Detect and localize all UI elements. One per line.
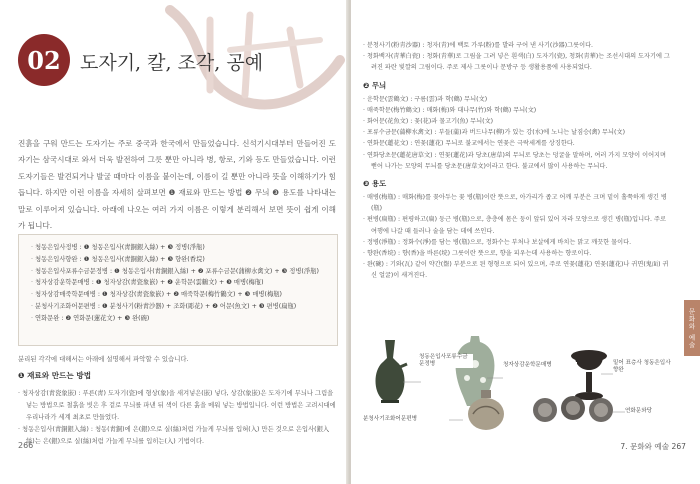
list-item: · 연화문(蓮花文) : 연꽃(蓮花) 무늬로 불교에서는 연꽃은 극락세계를 상징한다. xyxy=(363,138,673,149)
name-breakdown-box xyxy=(18,234,338,346)
box-note: 분리된 각각에 대해서는 아래에 설명해서 파악할 수 있습니다. xyxy=(18,355,189,363)
usage-list xyxy=(363,192,673,282)
box-item: · 청동은입사향완 : ❶ 청동은입사(靑銅銀入絲) + ❸ 향완(香垸) xyxy=(31,254,329,266)
lotus-roof-tiles-image xyxy=(533,396,613,422)
list-item: · 완(碗) : 기와(瓦) 같이 약간(盌) 부분으로 된 형형으로 되어 있으며, 주로 연꽃(蓮花) 연꽃(蓮花)나 귀면(鬼面) 귀신 얼굴)이 새겨진다. xyxy=(363,259,673,281)
list-item: · 연화당초문(蓮花唐草文) : 연꽃(蓮花)과 당초(唐草)의 무늬로 당초는 덩굴을 말하며, 여러 가지 모양이 이어지며 뻗어 나가는 모양의 무늬를 당초문(唐草文)이라고 한다. 불교에서 많이 사용하는 무늬다. xyxy=(363,150,673,172)
right-column xyxy=(363,40,673,282)
box-item: · 청동은입사정병 : ❶ 청동은입사(靑銅銀入絲) + ❸ 정병(淨甁) xyxy=(31,242,329,254)
caption-kundika: 청동은입사포류수금문정병 xyxy=(419,354,473,368)
pattern-list xyxy=(363,94,673,172)
incense-burner-image xyxy=(571,350,607,400)
caption-roof-tiles: 연화문와당 xyxy=(625,408,671,415)
box-item: · 청자상감매죽학문매병 : ❶ 청자상감(靑瓷象嵌) + ❷ 매죽학문(梅竹鶴文) + ❸ 매병(梅甁) xyxy=(31,289,329,301)
list-item: · 매죽학문(梅竹鶴文) : 매화(梅)와 대나무(竹)와 학(鶴) 무늬(文) xyxy=(363,105,673,116)
intro-paragraph: 진흙을 구워 만드는 도자기는 주로 중국과 한국에서 만들었습니다. 신석기시대부터 만들어진 도자기는 삼국시대로 와서 더욱 발전하여 그릇 뿐만 아니라 병, 항로, 기와 등도 만들었습니다. 이런 도자기들은 발견되거나 발굴 때마다 이름을 붙이는데, 이름이 길 뿐만 아니라 뜻을 이해하기가 힘듭니다. 하지만 이런 이름을 자세히 살펴보면 ❶ 재료와 만드는 방법 ❷ 무늬 ❸ 용도를 나타내는 말로 이루어져 있습니다. 아래에 나오는 여러 가지 이름은 이렇게 분리해서 보면 뜻이 쉽게 이해가 됩니다. xyxy=(18,139,336,231)
chapter-side-tab: 문화와 예술 xyxy=(684,300,700,356)
caption-flat-bottle: 분청사기조화어문편병 xyxy=(363,416,449,423)
material-list xyxy=(18,388,336,448)
bronze-kundika-image xyxy=(376,340,408,403)
section-heading-usage: ❸ 용도 xyxy=(363,179,387,189)
list-item: · 청동은입사(靑銅銀入絲) : 청동(靑銅)에 은(銀)으로 실(絲)처럼 가늘게 무늬를 입혀(入) 만든 것으로 은입사(銀入絲)는 은(銀)으로 실(絲)처럼 가늘게 무늬를 입히는(入) 기법이다. xyxy=(18,424,336,448)
box-item: · 청자상감운학문매병 : ❶ 청자상감(靑瓷象嵌) + ❷ 운학문(雲鶴文) + ❸ 매병(梅甁) xyxy=(31,277,329,289)
list-item: · 포류수금문(蒲柳水禽文) : 부들(蒲)과 버드나무(柳)가 있는 강(水)에 노니는 날짐승(禽) 무늬(文) xyxy=(363,127,673,138)
material-list-continued xyxy=(363,40,673,74)
page-number-left: 266 xyxy=(18,441,34,450)
list-item: · 향완(香垸) : 향(香)을 바른(垸) 그릇이란 뜻으로, 향을 피우는데 사용하는 향로이다. xyxy=(363,248,673,259)
box-item: · 청동은입사포류수금문정병 : ❶ 청동은입사(靑銅銀入絲) + ❷ 포류수금문(蒲柳水禽文) + ❸ 정병(淨甁) xyxy=(31,266,329,277)
list-item: · 정병(淨甁) : 정화수(淨)를 담는 병(甁)으로, 정화수는 부처나 보살에게 바치는 맑고 깨끗한 물이다. xyxy=(363,237,673,248)
chapter-number: 02 xyxy=(18,34,70,86)
box-item: · 연화문완 : ❷ 연화문(蓮花文) + ❸ 완(碗) xyxy=(31,313,329,325)
section-heading-pattern: ❷ 무늬 xyxy=(363,80,387,90)
section-heading-material: ❶ 재료와 만드는 방법 xyxy=(18,371,92,380)
list-item: · 편병(扁甁) : 편평하고(扁) 둥근 병(甁)으로, 층층에 몸은 둥이 앞뒤 있어 자라 모양으로 생긴 병(甁)입니다. 주로 여행에 나갈 때 들러나 술을 담는 데에 쓰인다. xyxy=(363,214,673,236)
page-footer-right: 7. 문화와 예술 267 xyxy=(620,442,686,451)
right-page xyxy=(351,0,700,484)
artifact-photo-figure xyxy=(363,334,673,430)
chapter-title: 도자기, 칼, 조각, 공예 xyxy=(80,52,264,74)
list-item: · 매병(梅甁) : 매화(梅)를 꽂아두는 꽃 병(甁)이란 뜻으로, 아가리가 좁고 어깨 부분은 크며 밑이 홀쭉하게 생긴 병(甁) xyxy=(363,192,673,214)
caption-incense-burner: 밑어 표층사 청동은입사향완 xyxy=(613,360,673,374)
caption-celadon-vase: 청자상감운학문매병 xyxy=(503,362,577,369)
left-page xyxy=(0,0,349,484)
list-item: · 운학문(雲鶴文) : 구름(雲)과 학(鶴) 무늬(文) xyxy=(363,94,673,105)
list-item: · 화어문(花魚文) : 꽃(花)과 물고기(魚) 무늬(文) xyxy=(363,116,673,127)
list-item: · 청자상감(靑瓷象嵌) : 푸른(靑) 도자기(瓷)에 형상(象)을 새겨넣은(嵌) 넣다, 상감(象嵌)은 도자기에 무늬나 그림을 넣는 방법으로 철흙을 빗은 후 겉로 무늬를 파낸 뒤 색이 다른 흙을 메워 넣는 방법입니다. 이런 방법은 고려시대에 우리나라가 세계 최초로 만들었다. xyxy=(18,388,336,424)
box-item: · 분청사기조화어문편병 : ❶ 분청사기(粉靑沙器) + 조화(彫花) + ❷ 어문(魚文) + ❸ 편병(扁甁) xyxy=(31,301,329,313)
list-item: · 청화백자(靑華白瓷) : 청화(靑華)로 그림을 그려 넣은 흰색(白) 도자기(瓷), 청화(靑華)는 조선시대의 도자기에 그려진 파란 빛깔의 그림이다. 주로 제사 그릇이나 문방구 등 생활용품에 사용되었다. xyxy=(363,51,673,73)
list-item: · 분청사기(粉靑沙器) : 청자(靑)에 백토 가루(粉)를 발라 구어 낸 사기(沙器)그릇이다. xyxy=(363,40,673,51)
